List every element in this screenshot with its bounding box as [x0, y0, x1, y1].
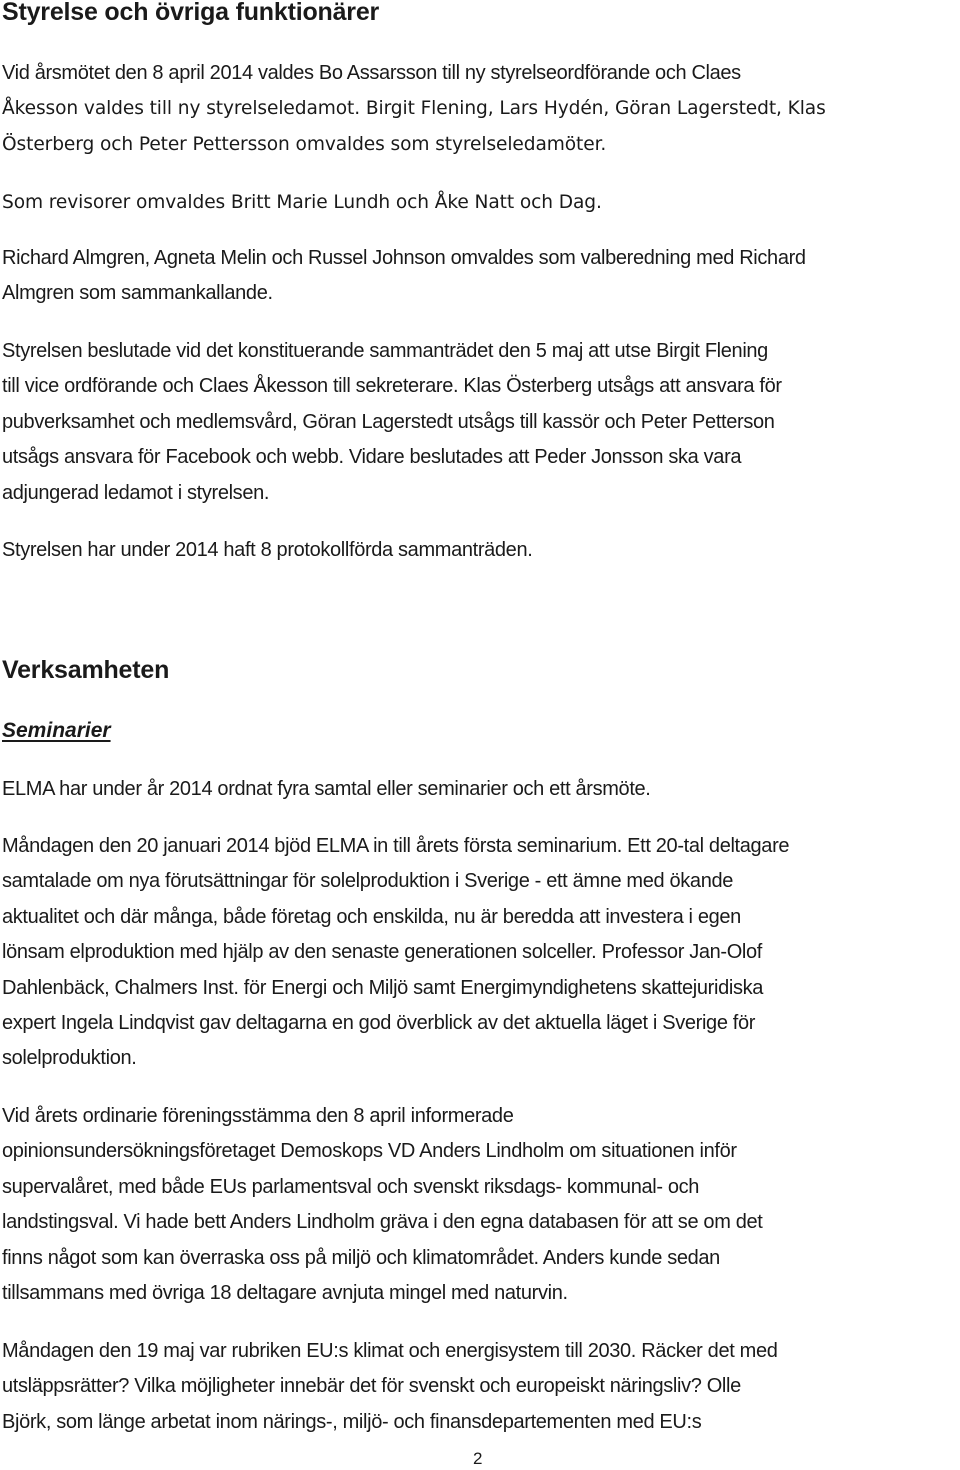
text-line: till vice ordförande och Claes Åkesson till sekreterare. Klas Österberg utsågs att ansvara för [2, 375, 782, 398]
text-line: Måndagen den 20 januari 2014 bjöd ELMA in till årets första seminarium. Ett 20-tal deltagare [2, 835, 790, 857]
paragraph-foreningsstamma [2, 1099, 960, 1311]
text-line: solelproduktion. [2, 1047, 137, 1070]
paragraph-revisorer [2, 185, 960, 220]
paragraph-seminarier-intro [2, 772, 960, 807]
text-line: Österberg och Peter Pettersson omvaldes som styrelseledamöter. [2, 133, 607, 155]
subheading-seminarier: Seminarier [2, 719, 111, 742]
paragraph-januari-seminarium [2, 829, 960, 1077]
text-line: Dahlenbäck, Chalmers Inst. för Energi och Miljö samt Energimyndighetens skattejuridiska [2, 976, 764, 999]
text-line: Richard Almgren, Agneta Melin och Russel Johnson omvaldes som valberedning med Richard [2, 247, 806, 269]
section-heading-verksamheten: Verksamheten [2, 656, 170, 684]
text-line: Som revisorer omvaldes Britt Marie Lundh och Åke Natt och Dag. [2, 192, 602, 213]
text-line: Vid årets ordinarie föreningsstämma den 8 april informerade [2, 1105, 514, 1127]
text-line: utsläppsrätter? Vilka möjligheter innebär det för svenskt och europeiskt näringsliv? Olle [2, 1375, 741, 1398]
text-line: expert Ingela Lindqvist gav deltagarna en god överblick av det aktuella läget i Sverige för [2, 1011, 756, 1034]
paragraph-valberedning [2, 241, 960, 312]
text-line: lönsam elproduktion med hjälp av den senaste generationen solceller. Professor Jan-Olof [2, 941, 763, 964]
text-line: pubverksamhet och medlemsvård, Göran Lagerstedt utsågs till kassör och Peter Petterson [2, 410, 775, 433]
text-line: Björk, som länge arbetat inom närings-, miljö- och finansdepartementen med EU:s [2, 1410, 702, 1433]
text-line: opinionsundersökningsföretaget Demoskops VD Anders Lindholm om situationen inför [2, 1140, 737, 1163]
text-line: supervalåret, med både EUs parlamentsval och svenskt riksdags- kommunal- och [2, 1175, 700, 1198]
text-line: tillsammans med övriga 18 deltagare avnjuta mingel med naturvin. [2, 1281, 568, 1304]
text-line: Åkesson valdes till ny styrelseledamot. Birgit Flening, Lars Hydén, Göran Lagerstedt, Klas [2, 98, 826, 120]
text-line: Vid årsmötet den 8 april 2014 valdes Bo Assarsson till ny styrelseordförande och Claes [2, 62, 741, 84]
text-line: landstingsval. Vi hade bett Anders Lindholm gräva i den egna databasen för att se om det [2, 1211, 763, 1234]
text-line: utsågs ansvara för Facebook och webb. Vidare beslutades att Peder Jonsson ska vara [2, 446, 742, 469]
paragraph-maj-seminarium [2, 1334, 960, 1440]
text-line: Styrelsen beslutade vid det konstituerande sammanträdet den 5 maj att utse Birgit Flening [2, 340, 768, 362]
text-line: adjungerad ledamot i styrelsen. [2, 481, 270, 504]
text-line: ELMA har under år 2014 ordnat fyra samtal eller seminarier och ett årsmöte. [2, 778, 651, 800]
paragraph-sammantraden [2, 533, 960, 568]
text-line: Måndagen den 19 maj var rubriken EU:s klimat och energisystem till 2030. Räcker det med [2, 1340, 778, 1362]
text-line: aktualitet och där många, både företag och enskilda, nu är beredda att investera i egen [2, 905, 741, 928]
section-heading-styrelse: Styrelse och övriga funktionärer [2, 0, 380, 26]
text-line: samtalade om nya förutsättningar för solelproduktion i Sverige - ett ämne med ökande [2, 870, 734, 893]
text-line: finns något som kan överraska oss på miljö och klimatområdet. Anders kunde sedan [2, 1246, 720, 1269]
paragraph-arsmote [2, 56, 960, 162]
paragraph-konstituerande [2, 334, 960, 511]
text-line: Styrelsen har under 2014 haft 8 protokollförda sammanträden. [2, 539, 533, 561]
text-line: Almgren som sammankallande. [2, 282, 273, 305]
page-number: 2 [473, 1449, 483, 1468]
